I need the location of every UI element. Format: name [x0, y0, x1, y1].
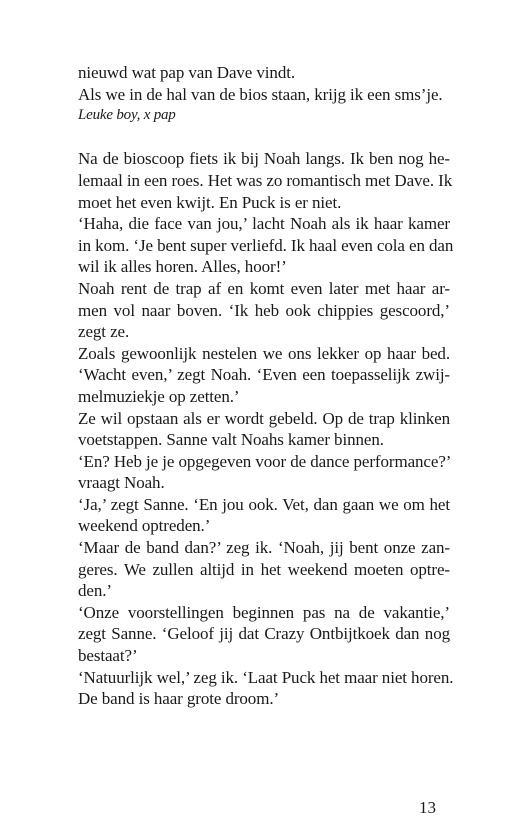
- paragraph-gap: [78, 127, 450, 149]
- text-line: melmuziekje op zetten.’: [78, 386, 240, 406]
- text-line: Zoals gewoonlijk nestelen we ons lekker op haar bed.: [78, 343, 450, 363]
- text-line: vraagt Noah.: [78, 473, 165, 493]
- text-line: De band is haar grote droom.’: [78, 689, 280, 709]
- text-line: zegt Sanne. ‘Geloof jij dat Crazy Ontbijtkoek dan nog: [78, 624, 450, 644]
- text-line: den.’: [78, 581, 112, 601]
- text-line: moet het even kwijt. En Puck is er niet.: [78, 192, 342, 212]
- text-line: Als we in de hal van de bios staan, krijg ik een sms’je.: [78, 84, 443, 104]
- text-line: ‘Haha, die face van jou,’ lacht Noah als ik haar kamer: [78, 214, 450, 234]
- text-line: Ze wil opstaan als er wordt gebeld. Op de trap klinken: [78, 408, 450, 428]
- page-number: 13: [419, 798, 436, 817]
- text-line: lemaal in een roes. Het was zo romantisch met Dave. Ik: [78, 170, 453, 190]
- paragraph-main: [78, 148, 454, 709]
- text-line: bestaat?’: [78, 646, 138, 666]
- text-line: ‘Wacht even,’ zegt Noah. ‘Even een toepasselijk zwij-: [78, 365, 450, 385]
- text-line: in kom. ‘Je bent super verliefd. Ik haal even cola en dan: [78, 235, 454, 255]
- text-line: nieuwd wat pap van Dave vindt.: [78, 63, 295, 82]
- text-line: Na de bioscoop fiets ik bij Noah langs. Ik ben nog he-: [78, 149, 450, 169]
- paragraph-intro: [78, 62, 450, 105]
- text-line: wil ik alles horen. Alles, hoor!’: [78, 257, 287, 277]
- text-line: ‘Natuurlijk wel,’ zeg ik. ‘Laat Puck het maar niet horen.: [78, 667, 454, 687]
- text-line: men vol naar boven. ‘Ik heb ook chippies gescoord,’: [78, 300, 450, 320]
- text-line: ‘En? Heb je je opgegeven voor de dance performance?’: [78, 451, 452, 471]
- book-page-text: [78, 62, 454, 710]
- text-line: ‘Ja,’ zegt Sanne. ‘En jou ook. Vet, dan gaan we om het: [78, 494, 450, 514]
- text-line: zegt ze.: [78, 322, 130, 342]
- text-line: ‘Maar de band dan?’ zeg ik. ‘Noah, jij bent onze zan-: [78, 538, 450, 558]
- text-line: geres. We zullen altijd in het weekend moeten optre-: [78, 559, 450, 579]
- text-line: ‘Onze voorstellingen beginnen pas na de vakantie,’: [78, 602, 450, 622]
- sms-message: Leuke boy, x pap: [78, 107, 176, 124]
- text-line: Noah rent de trap af en komt even later met haar ar-: [78, 278, 450, 298]
- text-line: voetstappen. Sanne valt Noahs kamer binnen.: [78, 430, 384, 450]
- text-line: weekend optreden.’: [78, 516, 211, 536]
